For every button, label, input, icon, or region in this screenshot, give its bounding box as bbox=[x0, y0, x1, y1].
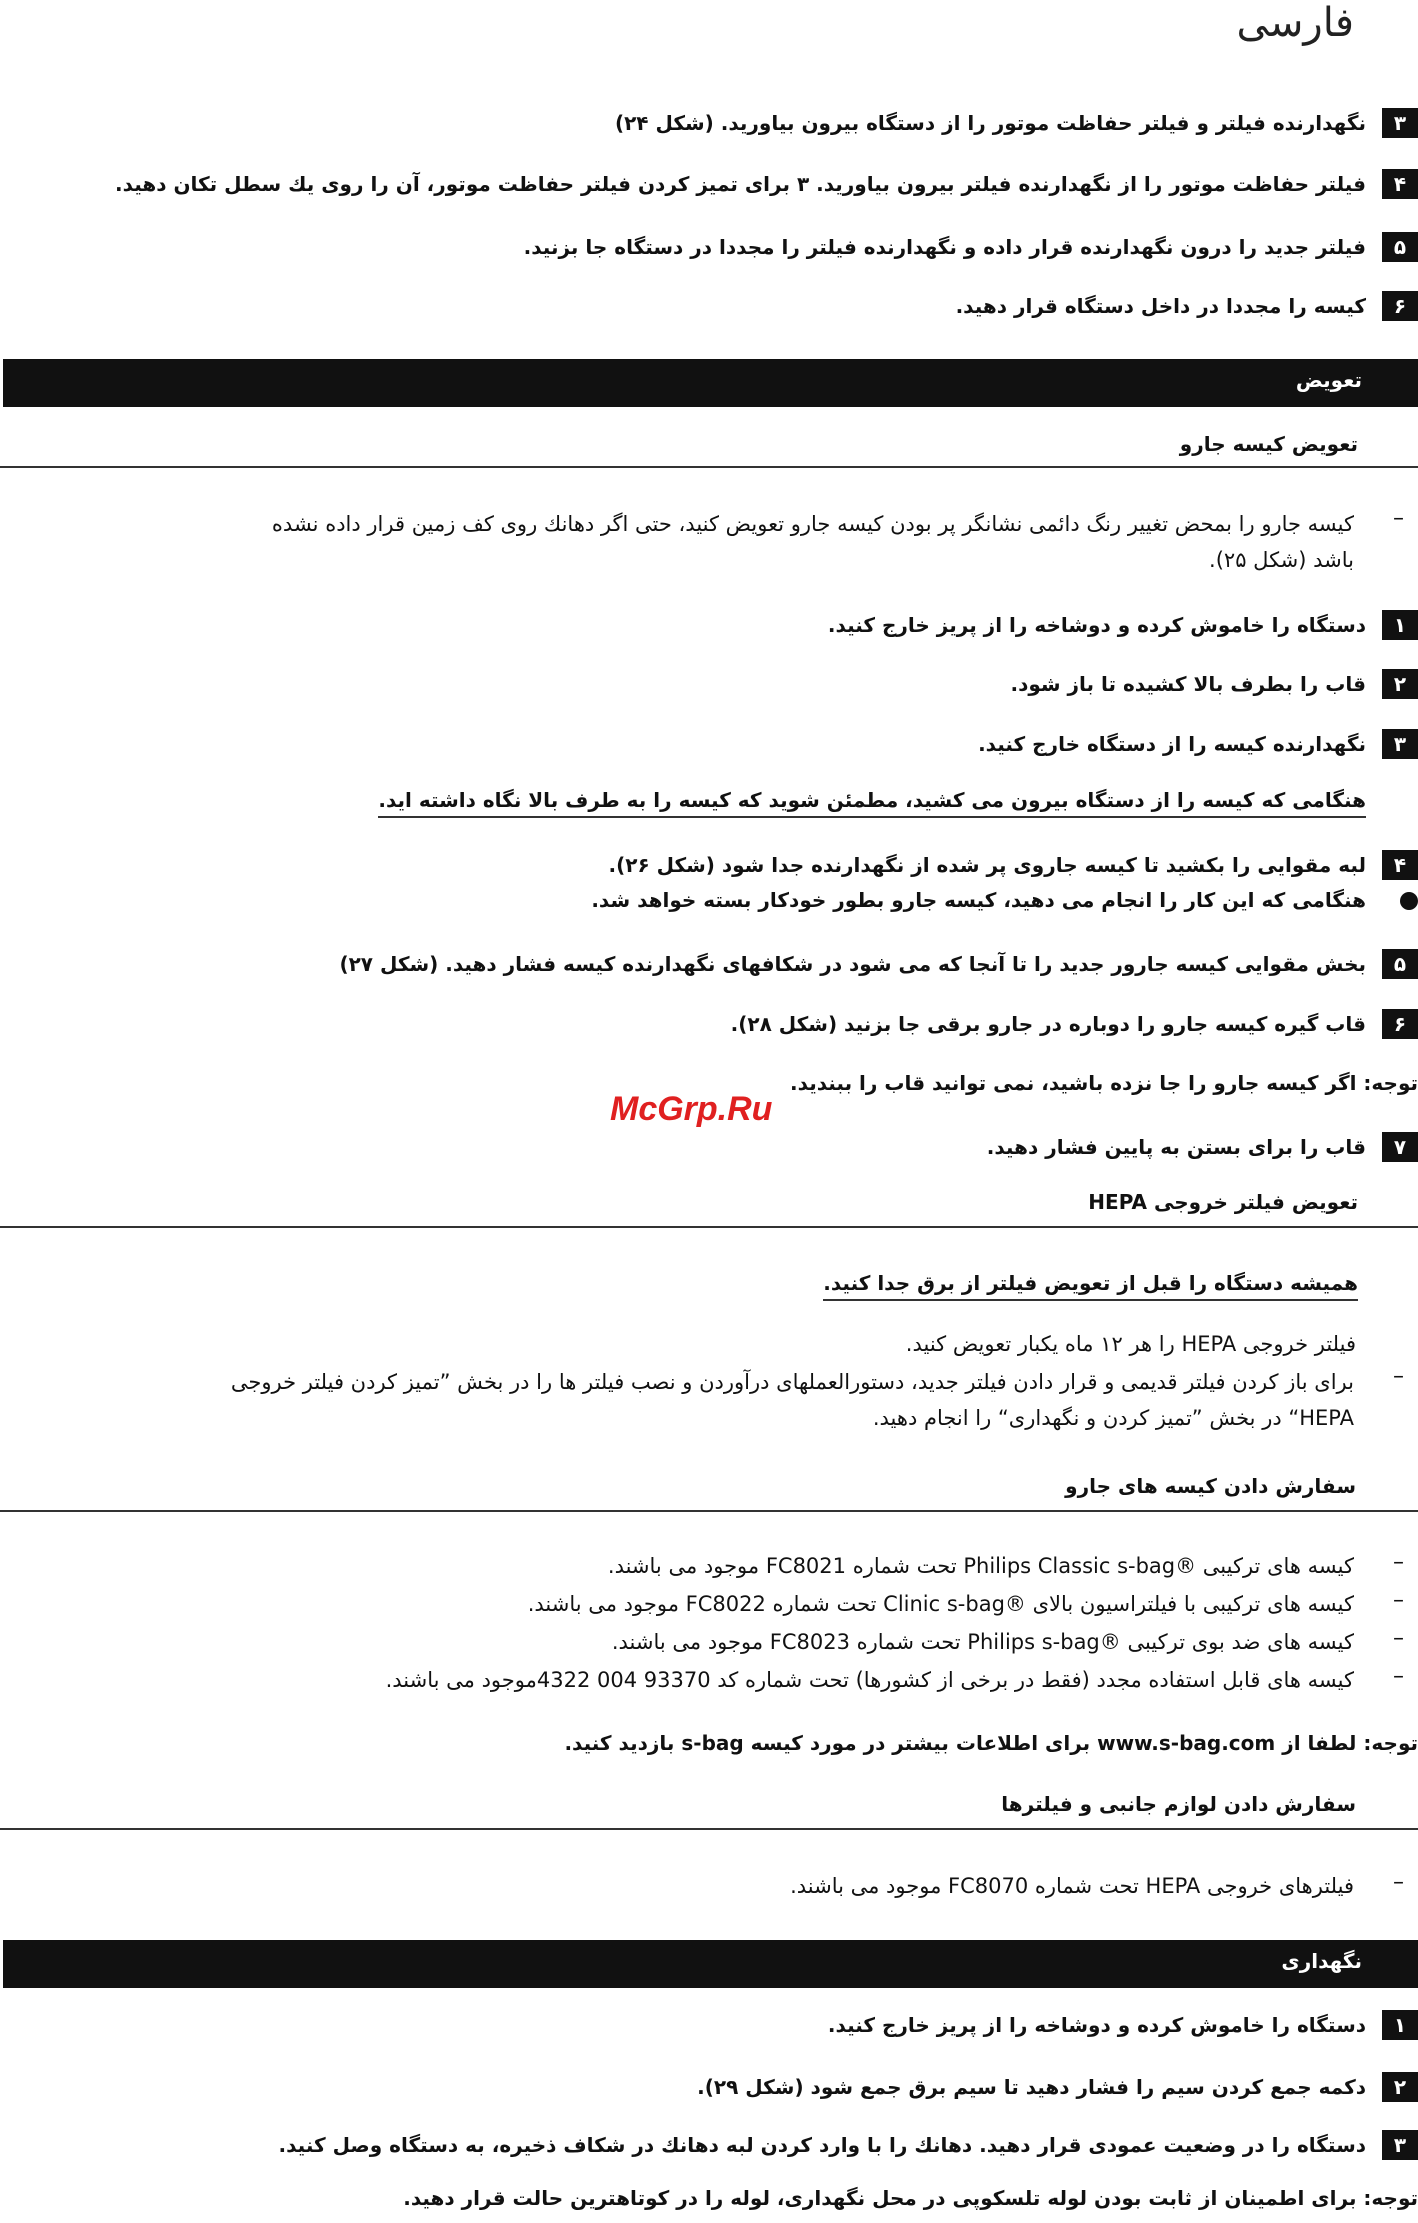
step-number: ۱ bbox=[1382, 2010, 1418, 2040]
list-item: کیسه های ضد بوی ترکیبی ®Philips s-bag تحت شماره FC8023 موجود می باشند. bbox=[611, 1630, 1354, 1654]
step-5 bbox=[8, 945, 1418, 985]
hepa-line: فیلتر خروجی HEPA را هر ۱۲ ماه یکبار تعویض کنید. bbox=[905, 1332, 1356, 1356]
divider bbox=[0, 1510, 1418, 1512]
step-number: ۷ bbox=[1382, 1132, 1418, 1162]
step-number: ۳ bbox=[1382, 108, 1418, 138]
list-dash: – bbox=[1393, 506, 1404, 531]
step-3 bbox=[8, 104, 1418, 144]
list-dash: – bbox=[1393, 1664, 1404, 1689]
step-1 bbox=[8, 2006, 1418, 2046]
divider bbox=[0, 1226, 1418, 1228]
step-text: دستگاه را خاموش کرده و دوشاخه را از پریز خارج کنید. bbox=[827, 2013, 1366, 2037]
step-number: ۴ bbox=[1382, 850, 1418, 880]
step-number: ۳ bbox=[1382, 729, 1418, 759]
step-6 bbox=[8, 287, 1418, 327]
divider bbox=[0, 466, 1418, 468]
step-1 bbox=[8, 606, 1418, 646]
step-number: ۲ bbox=[1382, 669, 1418, 699]
step-text: بخش مقوایی کیسه جارور جدید را تا آنجا که می شود در شکافهای نگهدارنده کیسه فشار دهید. (شکل ۲۷) bbox=[339, 952, 1366, 976]
step-6 bbox=[8, 1005, 1418, 1045]
step-4 bbox=[8, 846, 1418, 886]
step-text: نگهدارنده فیلتر و فیلتر حفاظت موتور را از دستگاه بیرون بیاورید. (شکل ۲۴) bbox=[614, 111, 1366, 135]
step-2 bbox=[8, 2068, 1418, 2108]
subsection-title-hepa: تعویض فیلتر خروجی HEPA bbox=[1088, 1190, 1358, 1214]
step-4 bbox=[8, 165, 1418, 205]
list-dash: – bbox=[1393, 1364, 1404, 1389]
section-header-replace bbox=[3, 359, 1418, 407]
step-5 bbox=[8, 228, 1418, 268]
step-text: نگهدارنده کیسه را از دستگاه خارج کنید. bbox=[978, 732, 1366, 756]
subsection-title-bag: تعویض کیسه جارو bbox=[1179, 432, 1358, 456]
step-number: ۱ bbox=[1382, 610, 1418, 640]
divider bbox=[0, 1828, 1418, 1830]
step-text: فیلتر حفاظت موتور را از نگهدارنده فیلتر بیرون بیاورید. ۳ برای تمیز کردن فیلتر حفاظت موتور، آن را روی یك سطل تکان دهید. bbox=[115, 172, 1366, 196]
step-number: ۶ bbox=[1382, 291, 1418, 321]
subsection-title-order-filters: سفارش دادن لوازم جانبی و فیلترها bbox=[1001, 1792, 1356, 1816]
list-dash: – bbox=[1393, 1870, 1404, 1895]
step-number: ۵ bbox=[1382, 949, 1418, 979]
step-3 bbox=[8, 2126, 1418, 2166]
step-text: دکمه جمع کردن سیم را فشار دهید تا سیم برق جمع شود (شکل ۲۹). bbox=[697, 2075, 1366, 2099]
step-3 bbox=[8, 725, 1418, 765]
step-7 bbox=[8, 1128, 1418, 1168]
section-title: نگهداری bbox=[1281, 1949, 1362, 1973]
intro-line: باشد (شکل ۲۵). bbox=[1209, 548, 1354, 572]
warning-text: هنگامی که کیسه را از دستگاه بیرون می کشید، مطمئن شوید که کیسه را به طرف بالا نگاه داشته اید. bbox=[378, 788, 1366, 818]
step-text: کیسه را مجددا در داخل دستگاه قرار دهید. bbox=[955, 294, 1366, 318]
hepa-dash-paragraph bbox=[24, 1364, 1354, 1436]
step-number: ۴ bbox=[1382, 169, 1418, 199]
watermark: McGrp.Ru bbox=[610, 1090, 773, 1128]
hepa-line: HEPA“ در بخش ”تمیز کردن و نگهداری“ را انجام دهید. bbox=[872, 1406, 1354, 1430]
step-text: قاب گیره کیسه جارو را دوباره در جارو برقی جا بزنید (شکل ۲۸). bbox=[730, 1012, 1366, 1036]
list-item: کیسه های ترکیبی با فیلتراسیون بالای ®Clinic s-bag تحت شماره FC8022 موجود می باشند. bbox=[527, 1592, 1354, 1616]
list-item: کیسه های قابل استفاده مجدد (فقط در برخی از کشورها) تحت شماره کد 93370 004 4322موجود می باشند. bbox=[385, 1668, 1354, 1692]
section-header-storage bbox=[3, 1940, 1418, 1988]
warning-text: همیشه دستگاه را قبل از تعویض فیلتر از برق جدا کنید. bbox=[823, 1271, 1358, 1301]
step-text: لبه مقوایی را بکشید تا کیسه جاروی پر شده از نگهدارنده جدا شود (شکل ۲۶). bbox=[608, 853, 1366, 877]
step-number: ۲ bbox=[1382, 2072, 1418, 2102]
subsection-title-order-bags: سفارش دادن کیسه های جارو bbox=[1065, 1474, 1356, 1498]
step-number: ۶ bbox=[1382, 1009, 1418, 1039]
list-dash: – bbox=[1393, 1550, 1404, 1575]
hepa-line: برای باز کردن فیلتر قدیمی و قرار دادن فیلتر جدید، دستورالعملهای درآوردن و نصب فیلتر ها را در بخش ”تمیز کردن فیلتر خروجی bbox=[230, 1370, 1354, 1394]
note-text: توجه: لطفا از www.s-bag.com برای اطلاعات بیشتر در مورد کیسه s-bag بازدید کنید. bbox=[564, 1731, 1418, 1755]
section-title: تعویض bbox=[1295, 368, 1362, 392]
step-text: قاب را برای بستن به پایین فشار دهید. bbox=[986, 1135, 1366, 1159]
list-item: فیلترهای خروجی HEPA تحت شماره FC8070 موجود می باشند. bbox=[790, 1874, 1354, 1898]
bullet-text: هنگامی که این کار را انجام می دهید، کیسه جارو بطور خودکار بسته خواهد شد. bbox=[591, 888, 1366, 912]
intro-line: کیسه جارو را بمحض تغییر رنگ دائمی نشانگر پر بودن کیسه جارو تعویض کنید، حتی اگر دهانك روی کف زمین قرار داده نشده bbox=[271, 512, 1354, 536]
list-item: کیسه های ترکیبی ®Philips Classic s-bag تحت شماره FC8021 موجود می باشند. bbox=[607, 1554, 1354, 1578]
step-text: دستگاه را خاموش کرده و دوشاخه را از پریز خارج کنید. bbox=[827, 613, 1366, 637]
note-text: توجه: اگر کیسه جارو را جا نزده باشید، نمی توانید قاب را ببندید. bbox=[790, 1071, 1418, 1095]
intro-paragraph bbox=[34, 506, 1354, 578]
step-number: ۵ bbox=[1382, 232, 1418, 262]
step-text: فیلتر جدید را درون نگهدارنده قرار داده و نگهدارنده فیلتر را مجددا در دستگاه جا بزنید. bbox=[523, 235, 1366, 259]
list-dash: – bbox=[1393, 1626, 1404, 1651]
step-number: ۳ bbox=[1382, 2130, 1418, 2160]
page-title: فارسی bbox=[1236, 0, 1354, 46]
bullet-icon bbox=[1400, 892, 1418, 910]
note-text: توجه: برای اطمینان از ثابت بودن لوله تلسکوپی در محل نگهداری، لوله را در کوتاهترین حالت قرار دهید. bbox=[403, 2186, 1418, 2210]
hepa-paragraph bbox=[26, 1326, 1356, 1362]
step-text: دستگاه را در وضعیت عمودی قرار دهید. دهانك را با وارد کردن لبه دهانك در شکاف ذخیره، به دستگاه وصل کنید. bbox=[278, 2133, 1366, 2157]
list-dash: – bbox=[1393, 1588, 1404, 1613]
step-2 bbox=[8, 665, 1418, 705]
step-text: قاب را بطرف بالا کشیده تا باز شود. bbox=[1010, 672, 1366, 696]
